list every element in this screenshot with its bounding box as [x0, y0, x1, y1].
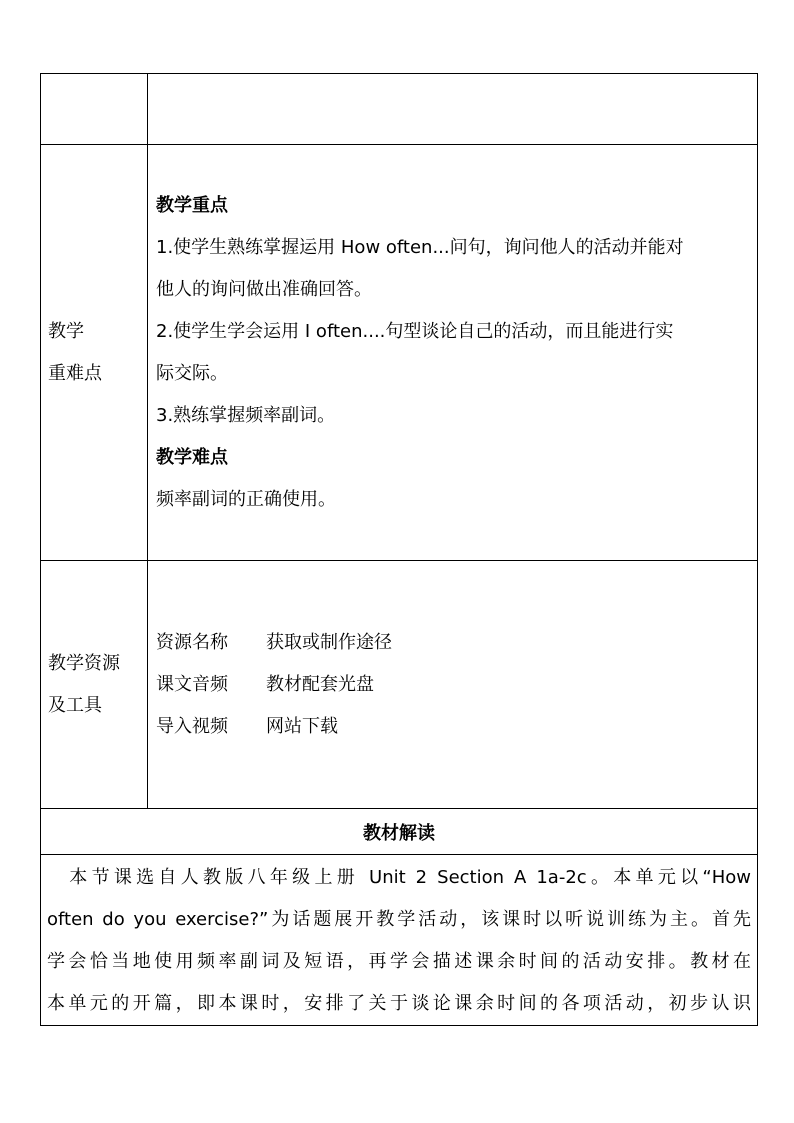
key-points-title: 教学重点	[156, 194, 228, 216]
resource-source: 教材配套光盘	[266, 673, 374, 695]
paragraph-line: 本节课选自人教版八年级上册 Unit 2 Section A 1a-2c。本单元以“How	[47, 867, 751, 888]
resource-name: 导入视频	[156, 715, 228, 737]
textbook-paragraph-row	[41, 855, 758, 1026]
resource-source: 获取或制作途径	[266, 631, 392, 653]
paragraph-line: often do you exercise?”为话题展开教学活动，该课时以听说训练为主。首先	[47, 909, 751, 930]
focus-row	[41, 145, 758, 561]
focus-label-cell	[41, 145, 148, 561]
textbook-heading: 教材解读	[41, 809, 758, 855]
focus-label-line1: 教学	[48, 320, 84, 342]
key-point-line: 2.使学生学会运用 I often....句型谈论自己的活动，而且能进行实	[156, 320, 674, 342]
key-point-line: 际交际。	[156, 362, 228, 384]
blank-row	[41, 74, 758, 145]
resources-row	[41, 561, 758, 809]
blank-label-cell	[41, 74, 148, 145]
paragraph-line: 学会恰当地使用频率副词及短语，再学会描述课余时间的活动安排。教材在	[47, 951, 751, 972]
resources-label-cell	[41, 561, 148, 809]
resource-source: 网站下载	[266, 715, 338, 737]
focus-label-line2: 重难点	[48, 362, 102, 384]
resource-row	[156, 706, 749, 748]
resource-name: 课文音频	[156, 673, 228, 695]
blank-content-cell	[148, 74, 758, 145]
resource-row	[156, 664, 749, 706]
key-point-line: 1.使学生熟练掌握运用 How often...问句，询问他人的活动并能对	[156, 236, 684, 258]
key-point-line: 他人的询问做出准确回答。	[156, 278, 372, 300]
textbook-paragraph	[41, 855, 758, 1026]
paragraph-line: 本单元的开篇，即本课时，安排了关于谈论课余时间的各项活动，初步认识	[47, 993, 751, 1014]
difficulty-title: 教学难点	[156, 446, 228, 468]
resources-content-cell	[148, 561, 758, 809]
key-point-line: 3.熟练掌握频率副词。	[156, 404, 336, 426]
textbook-heading-row	[41, 809, 758, 855]
difficulty-text: 频率副词的正确使用。	[156, 488, 336, 510]
focus-content-cell	[148, 145, 758, 561]
resource-name: 资源名称	[156, 631, 228, 653]
resource-row-header	[156, 622, 749, 664]
resources-label-line1: 教学资源	[48, 652, 120, 674]
resources-label-line2: 及工具	[48, 694, 102, 716]
lesson-plan-table	[40, 73, 758, 1026]
